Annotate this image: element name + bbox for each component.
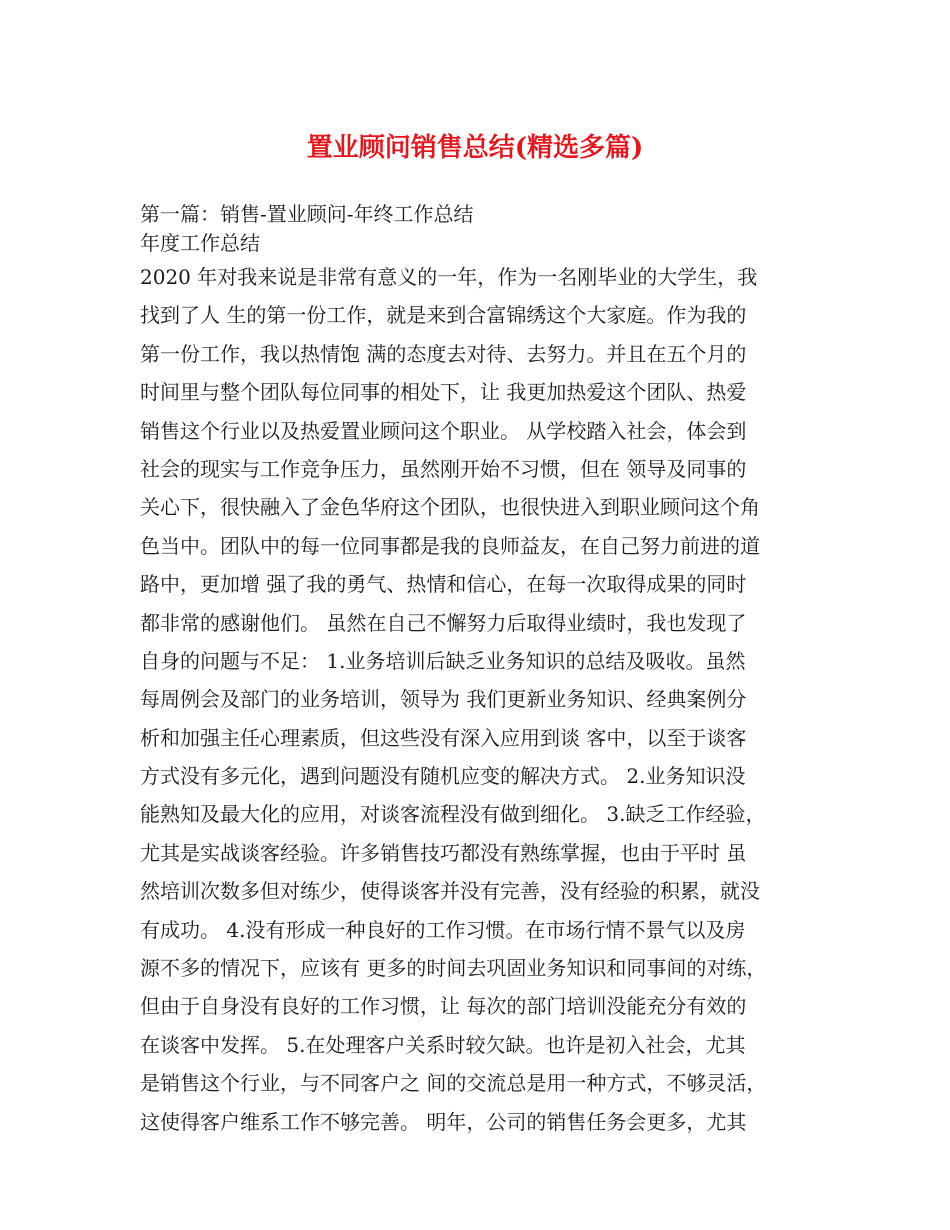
- text-line: 关心下，很快融入了金色华府这个团队，也很快进入到职业顾问这个角: [140, 495, 760, 520]
- text-line: 在谈客中发挥。 5.在处理客户关系时较欠缺。也许是初入社会，尤其: [140, 1032, 746, 1057]
- text-line: 析和加强主任心理素质，但这些没有深入应用到谈 客中，以至于谈客: [140, 725, 747, 750]
- document-title: 置业顾问销售总结(精选多篇): [306, 133, 644, 163]
- text-line: 时间里与整个团队每位同事的相处下，让 我更加热爱这个团队、热爱: [140, 380, 747, 405]
- text-line: 方式没有多元化，遇到问题没有随机应变的解决方式。 2.业务知识没: [140, 764, 746, 789]
- text-line: 每周例会及部门的业务培训，领导为 我们更新业务知识、经典案例分: [140, 687, 747, 712]
- text-line: 色当中。团队中的每一位同事都是我的良师益友，在自己努力前进的道: [140, 533, 760, 558]
- text-line: 社会的现实与工作竞争压力，虽然刚开始不习惯，但在 领导及同事的: [140, 456, 747, 481]
- text-line: 这使得客户维系工作不够完善。 明年，公司的销售任务会更多，尤其: [140, 1109, 747, 1134]
- text-line: 都非常的感谢他们。 虽然在自己不懈努力后取得业绩时，我也发现了: [140, 610, 747, 635]
- text-line: 源不多的情况下，应该有 更多的时间去巩固业务知识和同事间的对练，: [140, 956, 767, 981]
- text-line: 第一份工作，我以热情饱 满的态度去对待、去努力。并且在五个月的: [140, 341, 747, 366]
- text-line: 有成功。 4.没有形成一种良好的工作习惯。在市场行情不景气以及房: [140, 917, 746, 942]
- text-line: 路中，更加增 强了我的勇气、热情和信心，在每一次取得成果的同时: [140, 572, 747, 597]
- text-line: 但由于自身没有良好的工作习惯，让 每次的部门培训没能充分有效的: [140, 994, 747, 1019]
- text-line: 是销售这个行业，与不同客户之 间的交流总是用一种方式，不够灵活，: [140, 1071, 767, 1096]
- document-body: [140, 200, 830, 1141]
- section-heading: 第一篇：销售-置业顾问-年终工作总结: [140, 202, 474, 226]
- text-line: 2020 年对我来说是非常有意义的一年，作为一名刚毕业的大学生，我: [140, 265, 758, 289]
- text-line: 找到了人 生的第一份工作，就是来到合富锦绣这个大家庭。作为我的: [140, 303, 747, 328]
- text-line: 然培训次数多但对练少，使得谈客并没有完善，没有经验的积累，就没: [140, 879, 760, 904]
- text-line: 尤其是实战谈客经验。许多销售技巧都没有熟练掌握，也由于平时 虽: [140, 840, 747, 865]
- section-subheading: 年度工作总结: [140, 231, 260, 255]
- text-line: 销售这个行业以及热爱置业顾问这个职业。 从学校踏入社会，体会到: [140, 418, 747, 443]
- text-line: 能熟知及最大化的应用，对谈客流程没有做到细化。 3.缺乏工作经验，: [140, 802, 766, 827]
- text-line: 自身的问题与不足： 1.业务培训后缺乏业务知识的总结及吸收。虽然: [140, 648, 746, 673]
